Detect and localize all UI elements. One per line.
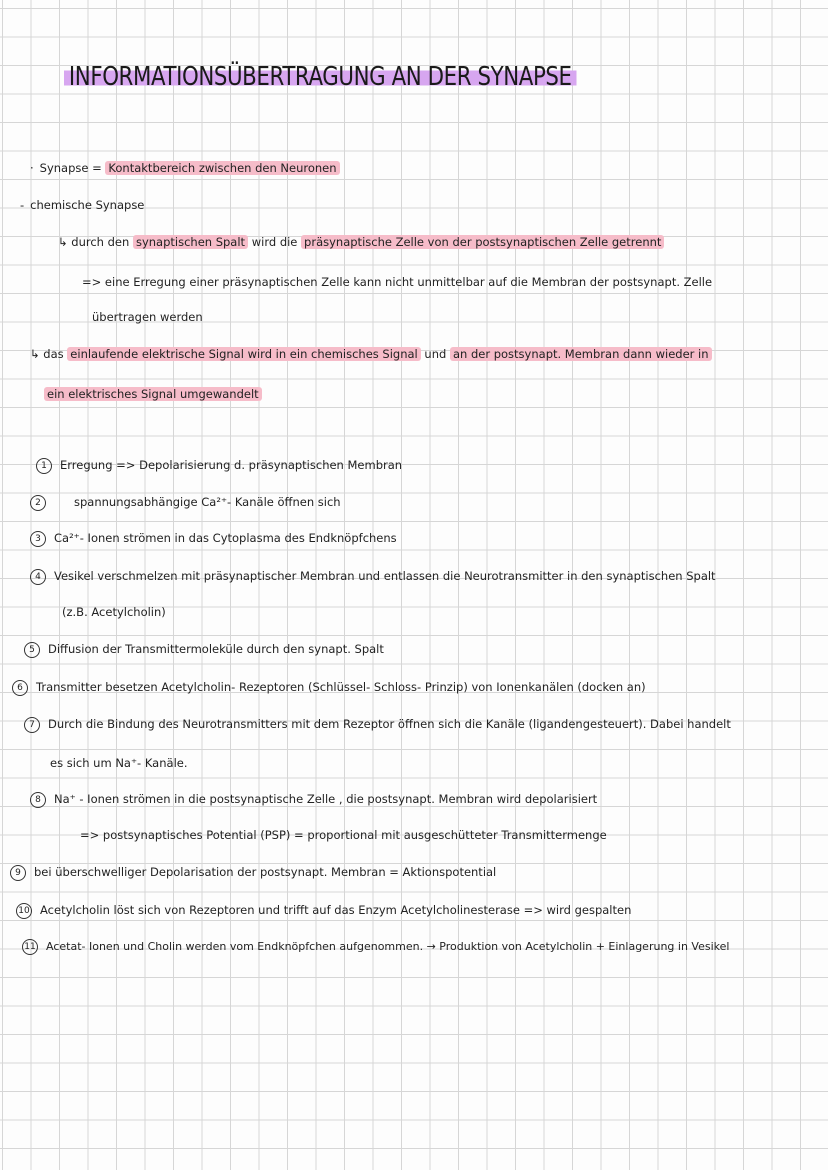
step-text: Acetylcholin löst sich von Rezeptoren und trifft auf das Enzym Acetylcholinesterase => wird gespalten [40, 903, 632, 917]
step-text: => postsynaptisches Potential (PSP) = proportional mit ausgeschütteter Transmittermenge [80, 828, 607, 842]
step-text: Acetat- Ionen und Cholin werden vom Endknöpfchen aufgenommen. → Produktion von Acetylcholin + Einlagerung in Vesikel [46, 940, 730, 953]
signal-text-1: das [43, 347, 64, 361]
step-7-continuation [50, 755, 188, 771]
durch-highlight-1: synaptischen Spalt [133, 235, 248, 249]
page-title: INFORMATIONSÜBERTRAGUNG AN DER SYNAPSE [64, 62, 577, 92]
erregung-line-2: übertragen werden [92, 310, 203, 324]
step-text: spannungsabhängige Ca²⁺- Kanäle öffnen sich [74, 495, 341, 509]
step-number: 5 [24, 642, 40, 658]
synapse-definition [30, 160, 340, 176]
step-8-continuation [80, 827, 607, 843]
step-text: Diffusion der Transmittermoleküle durch den synapt. Spalt [48, 642, 384, 656]
step-9 [10, 864, 496, 881]
step-number: 1 [36, 458, 52, 474]
step-5 [24, 641, 384, 658]
step-text: Erregung => Depolarisierung d. präsynaptischen Membran [60, 458, 403, 472]
step-10 [16, 902, 631, 919]
synapse-label: Synapse = [39, 161, 102, 175]
bullet: · [30, 161, 34, 175]
step-number: 2 [30, 495, 46, 511]
arrow-icon: ↳ [58, 235, 68, 249]
step-text: Vesikel verschmelzen mit präsynaptischer Membran und entlassen die Neurotransmitter in den synaptischen Spalt [54, 569, 716, 583]
signal-highlight-3: ein elektrisches Signal umgewandelt [44, 387, 262, 401]
step-text: Transmitter besetzen Acetylcholin- Rezeptoren (Schlüssel- Schloss- Prinzip) von Ionenkanälen (docken an) [36, 680, 646, 694]
step-text: Ca²⁺- Ionen strömen in das Cytoplasma des Endknöpfchens [54, 531, 397, 545]
step-8 [30, 791, 597, 808]
step-1 [36, 457, 402, 474]
signal-text-2: und [424, 347, 447, 361]
signal-highlight-2: an der postsynapt. Membran dann wieder in [450, 347, 712, 361]
step-number: 6 [12, 680, 28, 696]
durch-text-1: durch den [71, 235, 130, 249]
step-number: 4 [30, 569, 46, 585]
step-number: 10 [16, 903, 32, 919]
durch-line [58, 234, 664, 250]
durch-text-2: wird die [251, 235, 298, 249]
step-7 [24, 716, 731, 733]
chem-label: chemische Synapse [30, 198, 145, 212]
step-text: (z.B. Acetylcholin) [62, 605, 166, 619]
arrow-icon: ↳ [30, 347, 40, 361]
step-text: Durch die Bindung des Neurotransmitters mit dem Rezeptor öffnen sich die Kanäle (ligandengesteuert). Dabei handelt [48, 717, 731, 731]
signal-highlight-1: einlaufende elektrische Signal wird in ein chemisches Signal [67, 347, 420, 361]
dash-bullet: - [20, 198, 25, 212]
synapse-def-highlight: Kontaktbereich zwischen den Neuronen [105, 161, 339, 175]
step-4-continuation [62, 604, 166, 620]
step-11 [22, 938, 729, 955]
step-text: Na⁺ - Ionen strömen in die postsynaptische Zelle , die postsynapt. Membran wird depolarisiert [54, 792, 598, 806]
signal-line-1 [30, 346, 712, 362]
step-3 [30, 530, 397, 547]
step-number: 11 [22, 939, 38, 955]
erregung-line-1: => eine Erregung einer präsynaptischen Zelle kann nicht unmittelbar auf die Membran der postsynapt. Zelle [82, 275, 713, 289]
step-text: es sich um Na⁺- Kanäle. [50, 756, 188, 770]
durch-highlight-2: präsynaptische Zelle von der postsynaptischen Zelle getrennt [301, 235, 664, 249]
step-number: 3 [30, 531, 46, 547]
step-number: 7 [24, 717, 40, 733]
step-text: bei überschwelliger Depolarisation der postsynapt. Membran = Aktionspotential [34, 865, 497, 879]
step-number: 8 [30, 792, 46, 808]
signal-line-2 [44, 386, 262, 402]
step-2 [30, 494, 341, 511]
step-4 [30, 568, 716, 585]
step-number: 9 [10, 865, 26, 881]
step-6 [12, 679, 646, 696]
chemical-synapse-heading [20, 197, 144, 213]
